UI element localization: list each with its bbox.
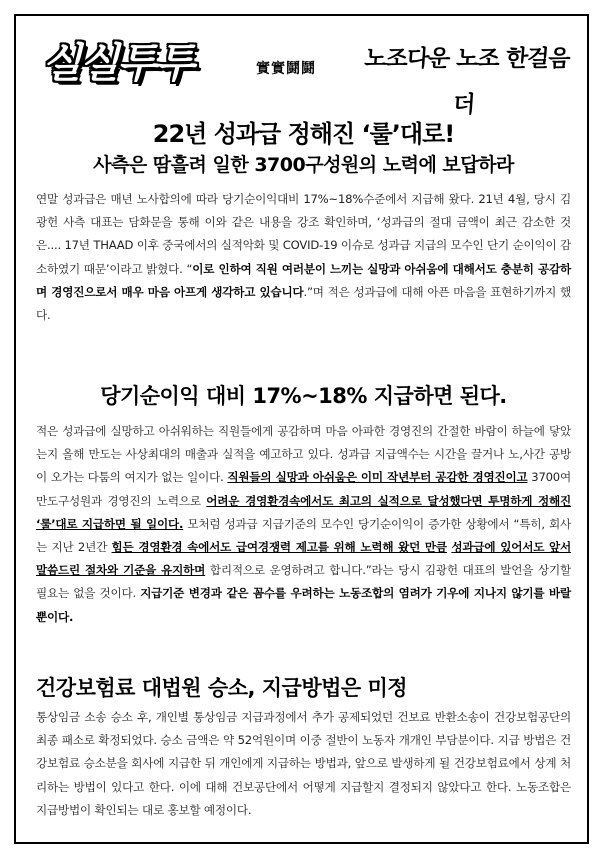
slogan: 노조다운 노조 한걸음 더 [363, 46, 571, 118]
logo [24, 28, 246, 87]
paragraph-2-underline-1: 직원들의 실망과 아쉬움은 이미 작년부터 공감한 경영진이고 [227, 470, 528, 485]
paragraph-1-emphasis: 이로 인하여 직원 여러분이 느끼는 실망과 아쉬움에 대해서도 충분히 공감하며 경영진으로서 매우 마음 아프게 생각하고 있습니다 [36, 261, 571, 299]
newsletter-frame [14, 14, 589, 844]
masthead [24, 24, 579, 118]
paragraph-2-emphasis: 지급기준 변경과 같은 꼼수를 우려하는 노동조합의 염려가 기우에 지나지 않기를 바랄 뿐이다. [36, 586, 571, 624]
paragraph-1-text-a: 연말 성과급은 매년 노사합의에 따라 당기순이익대비 17%~18%수준에서 지급해 왔다. 21년 4월, 당시 김광헌 사측 대표는 담화문을 통해 이와 같은 내용을 강조 확인하며, ‘성과급의 절대 금액이 최근 감소한 것은.... 17년 THAAD 이후 중국에서의 실적악화 및 COVID-19 이슈로 성과급 지급의 모수인 단기 순이익이 감소하였기 때문’이라고 밝혔다. “ [36, 192, 571, 276]
logo-text: 실실투투 [42, 39, 193, 87]
paragraph-3: 통상임금 소송 승소 후, 개인별 통상임금 지급과정에서 추가 공제되었던 건보료 반환소송이 건강보험공단의 최종 패소로 확정되었다. 승소 금액은 약 52억원이며 이중 절반이 노동자 개개인 부담분이다. 지급 방법은 건강보험료 승소분을 회사에 지급한 뒤 개인에게 지급하는 방법과, 앞으로 발생하게 될 건강보험료에서 상계 처리하는 방법이 있다고 한다. 이에 대해 건보공단에서 어떻게 지급할지 결정되지 않았다고 한다. 노동조합은 지급방법이 확인되는 대로 홍보할 예정이다. [36, 710, 571, 817]
paragraph-2-text-5: 합리적으로 운영하려고 합니다.”라는 당시 김광헌 대표의 발언을 상기할 필요는 없을 것이다. [36, 563, 571, 601]
paragraph-1-text-b: .”며 적은 성과급에 대해 아픈 마음을 표현하기까지 했다. [36, 284, 572, 323]
logo-hanja: 實實鬪鬪 [256, 61, 316, 77]
headline-subtitle: 사측은 땀흘려 일한 3700구성원의 노력에 보답하라 [93, 154, 514, 176]
paragraph-2-text-1: 적은 성과급에 실망하고 아쉬워하는 직원들에게 공감하며 마음 아파한 경영진의 간절한 바람이 하늘에 닿았는지 올해 만도는 사상최대의 매출과 실적을 예고하고 있다. 성과급 지급액수는 시간을 끌거나 노,사간 공방이 오가는 다툼의 여지가 없는 일이다. [36, 424, 571, 485]
paragraph-2-underline-4: 성과급에 있어서도 앞서 말씀드린 절차와 기준을 유지하며 [36, 540, 571, 578]
paragraph-2-text-3: 모처럼 성과급 지급기준의 모수인 당기순이익이 증가한 상황에서 “특히, 회사는 지난 2년간 [36, 516, 571, 555]
paragraph-1 [36, 188, 571, 327]
paragraph-2-underline-2: 어려운 경영환경속에서도 최고의 실적으로 달성했다면 투명하게 정해진 ‘룰’대로 지급하면 될 일이다. [36, 493, 571, 531]
headline-title: 22년 성과급 정해진 ‘룰’대로! [152, 120, 455, 148]
paragraph-2-text-2: 3700여 만도구성원과 경영진의 노력으로 [36, 470, 571, 508]
paragraph-2-underline-3: 힘든 경영환경 속에서도 급여경쟁력 제고를 위해 노력해 왔던 만큼 [111, 540, 447, 555]
section-3-heading: 건강보험료 대법원 승소, 지급방법은 미정 [36, 676, 408, 700]
paragraph-2 [36, 420, 571, 629]
section-2-heading: 당기순이익 대비 17%~18% 지급하면 된다. [100, 384, 507, 408]
